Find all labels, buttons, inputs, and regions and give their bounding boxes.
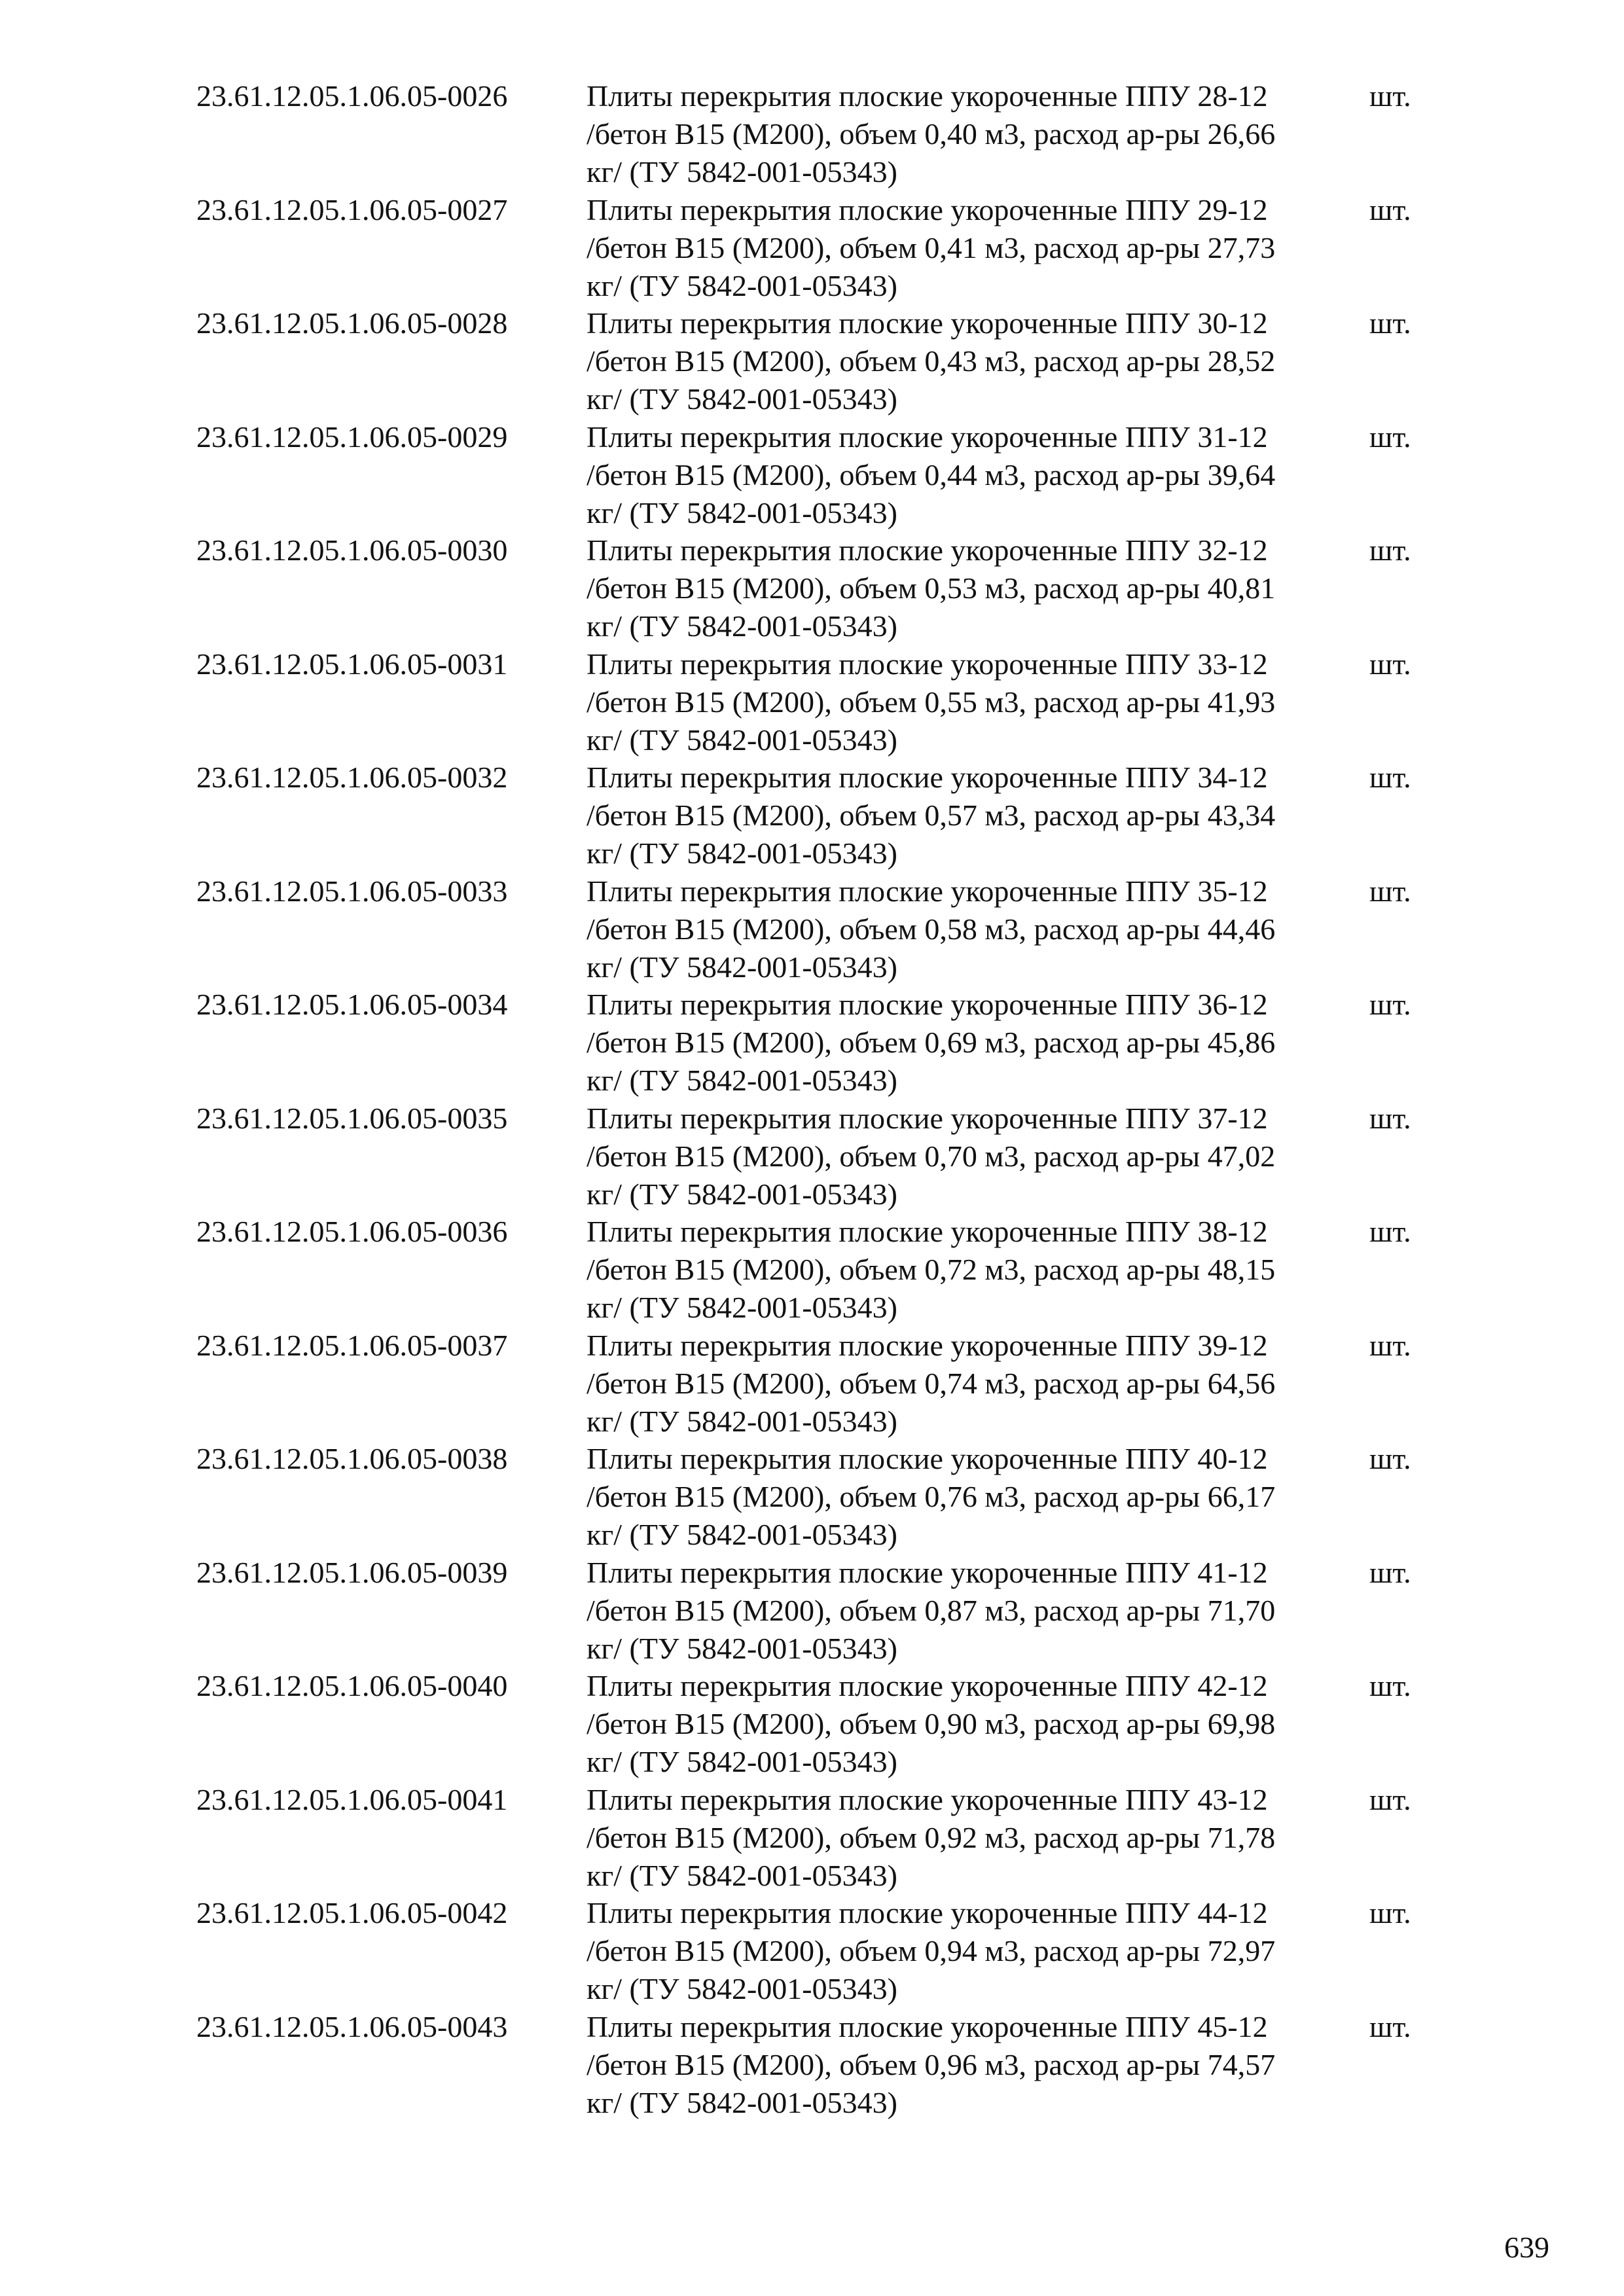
- table-row: [196, 1327, 1440, 1441]
- description-line: Плиты перекрытия плоские укороченные ППУ 45-12: [586, 2009, 1268, 2043]
- description-line: Плиты перекрытия плоские укороченные ППУ 29-12: [586, 192, 1268, 226]
- item-unit: шт.: [1369, 1442, 1411, 1475]
- table-row: [196, 304, 1440, 418]
- description-line: /бетон В15 (М200), объем 0,57 м3, расход ар-ры 43,34: [586, 798, 1276, 832]
- item-unit: шт.: [1369, 1896, 1411, 1929]
- item-description: [586, 759, 1568, 872]
- description-line: кг/ (ТУ 5842-001-05343): [586, 1064, 897, 1097]
- item-description: [586, 986, 1568, 1100]
- description-line: /бетон В15 (М200), объем 0,72 м3, расход ар-ры 48,15: [586, 1253, 1276, 1286]
- description-line: кг/ (ТУ 5842-001-05343): [586, 1291, 897, 1324]
- item-unit: шт.: [1369, 1669, 1411, 1702]
- table-row: [196, 986, 1440, 1100]
- description-line: кг/ (ТУ 5842-001-05343): [586, 382, 897, 416]
- description-line: /бетон В15 (М200), объем 0,70 м3, расход ар-ры 47,02: [586, 1139, 1276, 1173]
- item-description: [586, 872, 1568, 986]
- table-row: [196, 1894, 1440, 2008]
- description-line: кг/ (ТУ 5842-001-05343): [586, 1631, 897, 1665]
- item-description: [586, 1667, 1568, 1781]
- table-row: [196, 77, 1440, 191]
- description-line: /бетон В15 (М200), объем 0,76 м3, расход ар-ры 66,17: [586, 1480, 1276, 1513]
- item-unit: шт.: [1369, 533, 1411, 567]
- item-unit: шт.: [1369, 1328, 1411, 1362]
- description-line: /бетон В15 (М200), объем 0,96 м3, расход ар-ры 74,57: [586, 2047, 1276, 2081]
- table-row: [196, 1667, 1440, 1781]
- description-line: кг/ (ТУ 5842-001-05343): [586, 1404, 897, 1438]
- description-line: кг/ (ТУ 5842-001-05343): [586, 155, 897, 188]
- description-line: /бетон В15 (М200), объем 0,58 м3, расход ар-ры 44,46: [586, 912, 1276, 946]
- item-description: [586, 1327, 1568, 1441]
- item-code: 23.61.12.05.1.06.05-0032: [196, 761, 508, 794]
- table-row: [196, 418, 1440, 532]
- table-row: [196, 645, 1440, 759]
- table-row: [196, 1100, 1440, 1213]
- description-line: Плиты перекрытия плоские укороченные ППУ 39-12: [586, 1328, 1268, 1362]
- item-unit: шт.: [1369, 1101, 1411, 1135]
- description-line: Плиты перекрытия плоские укороченные ППУ 30-12: [586, 306, 1268, 340]
- description-line: кг/ (ТУ 5842-001-05343): [586, 1177, 897, 1211]
- item-unit: шт.: [1369, 192, 1411, 226]
- item-description: [586, 645, 1568, 759]
- item-description: [586, 531, 1568, 645]
- description-line: /бетон В15 (М200), объем 0,87 м3, расход ар-ры 71,70: [586, 1593, 1276, 1627]
- table-row: [196, 191, 1440, 305]
- description-line: Плиты перекрытия плоские укороченные ППУ 43-12: [586, 1782, 1268, 1816]
- item-description: [586, 1894, 1568, 2008]
- table-row: [196, 1440, 1440, 1554]
- description-line: Плиты перекрытия плоские укороченные ППУ 42-12: [586, 1669, 1268, 1702]
- item-description: [586, 1213, 1568, 1327]
- description-line: кг/ (ТУ 5842-001-05343): [586, 2085, 897, 2119]
- description-line: кг/ (ТУ 5842-001-05343): [586, 1518, 897, 1551]
- item-unit: шт.: [1369, 420, 1411, 454]
- item-description: [586, 304, 1568, 418]
- item-description: [586, 1440, 1568, 1554]
- item-code: 23.61.12.05.1.06.05-0028: [196, 306, 508, 340]
- description-line: Плиты перекрытия плоские укороченные ППУ 35-12: [586, 874, 1268, 908]
- description-line: кг/ (ТУ 5842-001-05343): [586, 1972, 897, 2005]
- description-line: Плиты перекрытия плоские укороченные ППУ 32-12: [586, 533, 1268, 567]
- item-description: [586, 191, 1568, 305]
- item-code: 23.61.12.05.1.06.05-0036: [196, 1215, 508, 1248]
- description-line: /бетон В15 (М200), объем 0,43 м3, расход ар-ры 28,52: [586, 344, 1276, 378]
- item-description: [586, 2008, 1568, 2122]
- item-code: 23.61.12.05.1.06.05-0035: [196, 1101, 508, 1135]
- price-list-table: [196, 77, 1440, 2121]
- description-line: Плиты перекрытия плоские укороченные ППУ 44-12: [586, 1896, 1268, 1929]
- item-unit: шт.: [1369, 306, 1411, 340]
- table-row: [196, 531, 1440, 645]
- item-unit: шт.: [1369, 761, 1411, 794]
- table-row: [196, 872, 1440, 986]
- description-line: кг/ (ТУ 5842-001-05343): [586, 495, 897, 529]
- description-line: Плиты перекрытия плоские укороченные ППУ 33-12: [586, 647, 1268, 681]
- description-line: Плиты перекрытия плоские укороченные ППУ 31-12: [586, 420, 1268, 454]
- description-line: /бетон В15 (М200), объем 0,44 м3, расход ар-ры 39,64: [586, 457, 1276, 492]
- description-line: Плиты перекрытия плоские укороченные ППУ 28-12: [586, 79, 1268, 113]
- description-line: /бетон В15 (М200), объем 0,92 м3, расход ар-ры 71,78: [586, 1820, 1276, 1854]
- description-line: кг/ (ТУ 5842-001-05343): [586, 723, 897, 757]
- item-description: [586, 1100, 1568, 1213]
- table-row: [196, 759, 1440, 872]
- item-unit: шт.: [1369, 1215, 1411, 1248]
- table-row: [196, 1781, 1440, 1895]
- item-code: 23.61.12.05.1.06.05-0040: [196, 1669, 508, 1702]
- description-line: Плиты перекрытия плоские укороченные ППУ 38-12: [586, 1215, 1268, 1248]
- item-unit: шт.: [1369, 79, 1411, 113]
- item-unit: шт.: [1369, 1555, 1411, 1589]
- table-row: [196, 1213, 1440, 1327]
- description-line: /бетон В15 (М200), объем 0,40 м3, расход ар-ры 26,66: [586, 117, 1276, 151]
- item-unit: шт.: [1369, 1782, 1411, 1816]
- table-row: [196, 2008, 1440, 2122]
- description-line: кг/ (ТУ 5842-001-05343): [586, 1745, 897, 1778]
- item-unit: шт.: [1369, 874, 1411, 908]
- description-line: кг/ (ТУ 5842-001-05343): [586, 950, 897, 984]
- item-code: 23.61.12.05.1.06.05-0038: [196, 1442, 508, 1475]
- item-description: [586, 77, 1568, 191]
- item-code: 23.61.12.05.1.06.05-0037: [196, 1328, 508, 1362]
- description-line: /бетон В15 (М200), объем 0,94 м3, расход ар-ры 72,97: [586, 1934, 1276, 1967]
- item-code: 23.61.12.05.1.06.05-0042: [196, 1896, 508, 1929]
- item-code: 23.61.12.05.1.06.05-0029: [196, 420, 508, 454]
- item-code: 23.61.12.05.1.06.05-0039: [196, 1555, 508, 1589]
- item-code: 23.61.12.05.1.06.05-0043: [196, 2009, 508, 2043]
- table-row: [196, 1554, 1440, 1668]
- item-code: 23.61.12.05.1.06.05-0034: [196, 988, 508, 1021]
- description-line: /бетон В15 (М200), объем 0,69 м3, расход ар-ры 45,86: [586, 1026, 1276, 1059]
- description-line: Плиты перекрытия плоские укороченные ППУ 37-12: [586, 1101, 1268, 1135]
- item-description: [586, 1554, 1568, 1668]
- page-number: 639: [1504, 2231, 1549, 2264]
- description-line: кг/ (ТУ 5842-001-05343): [586, 609, 897, 643]
- item-code: 23.61.12.05.1.06.05-0027: [196, 192, 508, 226]
- description-line: Плиты перекрытия плоские укороченные ППУ 41-12: [586, 1555, 1268, 1589]
- item-unit: шт.: [1369, 988, 1411, 1021]
- item-code: 23.61.12.05.1.06.05-0026: [196, 79, 508, 113]
- item-unit: шт.: [1369, 2009, 1411, 2043]
- description-line: /бетон В15 (М200), объем 0,55 м3, расход ар-ры 41,93: [586, 685, 1276, 719]
- description-line: /бетон В15 (М200), объем 0,41 м3, расход ар-ры 27,73: [586, 230, 1276, 264]
- description-line: кг/ (ТУ 5842-001-05343): [586, 268, 897, 302]
- item-code: 23.61.12.05.1.06.05-0030: [196, 533, 508, 567]
- description-line: кг/ (ТУ 5842-001-05343): [586, 836, 897, 870]
- item-code: 23.61.12.05.1.06.05-0031: [196, 647, 508, 681]
- item-description: [586, 1781, 1568, 1895]
- item-code: 23.61.12.05.1.06.05-0033: [196, 874, 508, 908]
- description-line: /бетон В15 (М200), объем 0,90 м3, расход ар-ры 69,98: [586, 1707, 1276, 1740]
- description-line: кг/ (ТУ 5842-001-05343): [586, 1858, 897, 1892]
- item-unit: шт.: [1369, 647, 1411, 681]
- description-line: Плиты перекрытия плоские укороченные ППУ 34-12: [586, 761, 1268, 794]
- description-line: /бетон В15 (М200), объем 0,53 м3, расход ар-ры 40,81: [586, 571, 1276, 605]
- description-line: Плиты перекрытия плоские укороченные ППУ 40-12: [586, 1442, 1268, 1475]
- item-code: 23.61.12.05.1.06.05-0041: [196, 1782, 508, 1816]
- description-line: /бетон В15 (М200), объем 0,74 м3, расход ар-ры 64,56: [586, 1366, 1276, 1400]
- item-description: [586, 418, 1568, 532]
- description-line: Плиты перекрытия плоские укороченные ППУ 36-12: [586, 988, 1268, 1021]
